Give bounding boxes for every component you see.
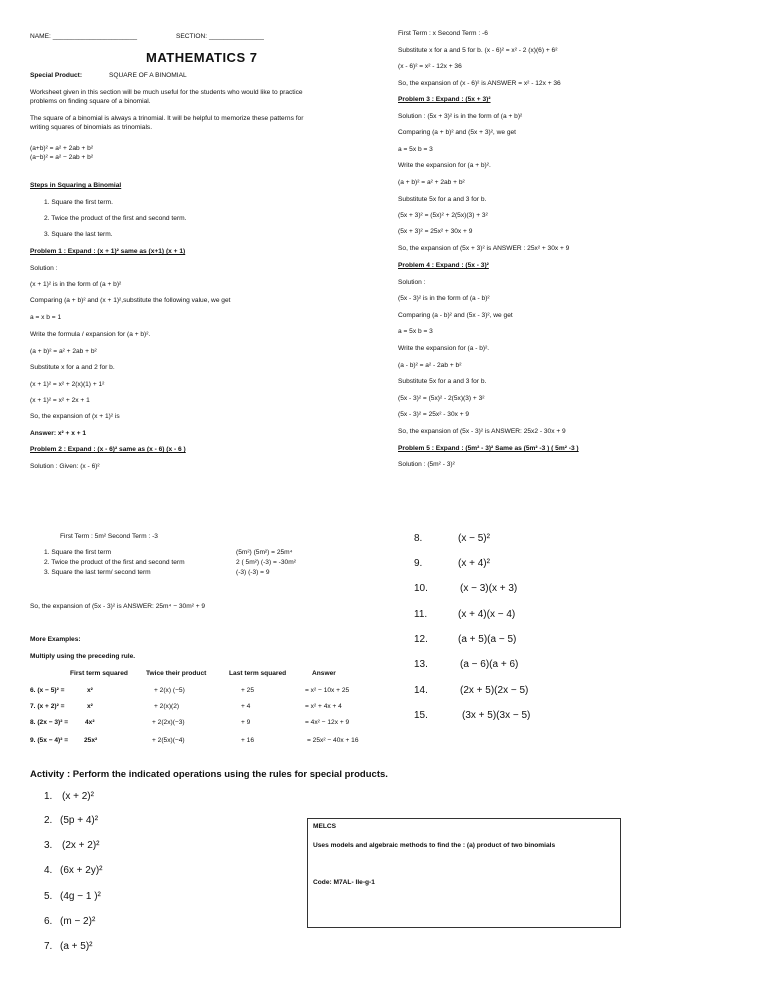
table-cell: 8. (2x − 3)² = bbox=[30, 719, 69, 726]
table-cell: 7. (x + 2)² = bbox=[30, 703, 65, 710]
problem-4-line: Solution : bbox=[398, 279, 426, 286]
activity-expression: (4g − 1 )² bbox=[60, 891, 101, 902]
problem-4-line: a = 5x b = 3 bbox=[398, 328, 433, 335]
special-label: Special Product: bbox=[30, 72, 83, 79]
exercise-expression: (x − 5)² bbox=[458, 533, 490, 544]
lower-step: 3. Square the last term/ second term bbox=[44, 569, 151, 576]
melcs-box bbox=[307, 818, 621, 928]
table-cell: + 4 bbox=[241, 703, 251, 710]
activity-number: 6. bbox=[44, 916, 53, 927]
problem-4-line: (5x - 3)² = 25x² - 30x + 9 bbox=[398, 411, 470, 418]
problem-1-line: Substitute x for a and 2 for b. bbox=[30, 364, 115, 371]
table-header: Last term squared bbox=[229, 670, 287, 677]
problem-1-line: Solution : bbox=[30, 265, 58, 272]
activity-expression: (2x + 2)² bbox=[62, 840, 100, 851]
table-header: Answer bbox=[312, 670, 336, 677]
exercise-number: 10. bbox=[414, 583, 428, 594]
table-cell: x² bbox=[87, 703, 93, 710]
section-line: SECTION: _______________ bbox=[176, 33, 264, 40]
lower-step-value: (5m²) (5m²) = 25m⁴ bbox=[236, 549, 293, 556]
lower-step-value: 2 ( 5m²) (-3) = -30m² bbox=[236, 559, 296, 566]
table-cell: 4x² bbox=[85, 719, 95, 726]
problem-1-line: (x + 1)² is in the form of (a + b)² bbox=[30, 281, 122, 288]
melcs-title: MELCS bbox=[313, 823, 337, 830]
exercise-expression: (x + 4)(x − 4) bbox=[458, 609, 516, 620]
table-cell: + 2(5x)(−4) bbox=[152, 737, 185, 744]
table-header: First term squared bbox=[70, 670, 128, 677]
exercise-expression: (2x + 5)(2x − 5) bbox=[460, 685, 529, 696]
exercise-number: 15. bbox=[414, 710, 428, 721]
activity-number: 5. bbox=[44, 891, 53, 902]
problem-1-line: So, the expansion of (x + 1)² is bbox=[30, 413, 120, 420]
problem-4-line: Comparing (a - b)² and (5x - 3)², we get bbox=[398, 312, 513, 319]
exercise-expression: (a − 6)(a + 6) bbox=[460, 659, 519, 670]
name-line: NAME: _______________________ bbox=[30, 33, 138, 40]
activity-expression: (5p + 4)² bbox=[60, 815, 99, 826]
activity-number: 2. bbox=[44, 815, 53, 826]
table-cell: + 9 bbox=[241, 719, 251, 726]
problem-5-solution: Solution : (5m² - 3)² bbox=[398, 461, 455, 468]
lower-terms-line: First Term : 5m² Second Term : -3 bbox=[60, 533, 158, 540]
problem-2-heading: Problem 2 : Expand : (x - 6)² same as (x - 6) (x - 6 ) bbox=[30, 446, 186, 453]
step-item: 2. Twice the product of the first and second term. bbox=[44, 215, 187, 222]
table-cell: = 4x² − 12x + 9 bbox=[305, 719, 350, 726]
table-cell: + 16 bbox=[241, 737, 255, 744]
right-line: So, the expansion of (x - 6)² is ANSWER = x² - 12x + 36 bbox=[398, 80, 561, 87]
activity-number: 3. bbox=[44, 840, 53, 851]
activity-number: 1. bbox=[44, 791, 53, 802]
formula-sum-square: (a+b)² = a² + 2ab + b² bbox=[30, 145, 94, 152]
special-value: SQUARE OF A BINOMIAL bbox=[109, 72, 187, 79]
problem-1-line: (a + b)² = a² + 2ab + b² bbox=[30, 348, 97, 355]
lower-answer: So, the expansion of (5x - 3)² is ANSWER: 25m⁴ − 30m² + 9 bbox=[30, 603, 206, 610]
table-cell: 6. (x − 5)² = bbox=[30, 687, 65, 694]
problem-1-heading: Problem 1 : Expand : (x + 1)² same as (x+1) (x + 1) bbox=[30, 248, 186, 255]
problem-1-answer: Answer: x² + x + 1 bbox=[30, 430, 87, 437]
multiply-instruction: Multiply using the preceding rule. bbox=[30, 653, 136, 660]
problem-1-line: Write the formula / expansion for (a + b)². bbox=[30, 331, 151, 338]
table-cell: + 2(x)(2) bbox=[154, 703, 180, 710]
exercise-number: 12. bbox=[414, 634, 428, 645]
right-line: (x - 6)² = x² - 12x + 36 bbox=[398, 63, 462, 70]
activity-heading: Activity : Perform the indicated operations using the rules for special products. bbox=[30, 769, 388, 780]
problem-3-line: Comparing (a + b)² and (5x + 3)², we get bbox=[398, 129, 517, 136]
problem-3-line: a = 5x b = 3 bbox=[398, 146, 433, 153]
step-item: 1. Square the first term. bbox=[44, 199, 113, 206]
melcs-text: Uses models and algebraic methods to find the : (a) product of two binomials bbox=[313, 842, 556, 849]
exercise-number: 9. bbox=[414, 558, 423, 569]
table-cell: 25x² bbox=[84, 737, 98, 744]
activity-number: 4. bbox=[44, 865, 53, 876]
exercise-expression: (x − 3)(x + 3) bbox=[460, 583, 518, 594]
problem-3-line: (5x + 3)² = (5x)² + 2(5x)(3) + 3² bbox=[398, 212, 488, 219]
step-item: 3. Square the last term. bbox=[44, 231, 113, 238]
problem-3-heading: Problem 3 : Expand : (5x + 3)² bbox=[398, 96, 491, 103]
activity-expression: (a + 5)² bbox=[60, 941, 93, 952]
problem-1-line: a = x b = 1 bbox=[30, 314, 62, 321]
table-cell: = x² − 10x + 25 bbox=[305, 687, 350, 694]
problem-4-answer: So, the expansion of (5x - 3)² is ANSWER: 25x2 - 30x + 9 bbox=[398, 428, 566, 435]
intro-paragraph-2: The square of a binomial is always a trinomial. It will be helpful to memorize these patterns for bbox=[30, 115, 304, 122]
problem-4-line: Write the expansion for (a - b)². bbox=[398, 345, 490, 352]
table-cell: + 2(2x)(−3) bbox=[152, 719, 185, 726]
problem-4-line: (a - b)² = a² - 2ab + b² bbox=[398, 362, 462, 369]
exercise-expression: (3x + 5)(3x − 5) bbox=[462, 710, 531, 721]
terms-line: First Term : x Second Term : -6 bbox=[398, 30, 488, 37]
intro-paragraph-1: Worksheet given in this section will be much useful for the students who would like to practice bbox=[30, 89, 303, 96]
exercise-expression: (x + 4)² bbox=[458, 558, 490, 569]
problem-5-heading: Problem 5 : Expand : (5m² - 3)² Same as (5m² -3 ) ( 5m² -3 ) bbox=[398, 445, 579, 452]
intro-paragraph-2b: writing squares of binomials as trinomials. bbox=[30, 124, 153, 131]
formula-diff-square: (a−b)² = a² − 2ab + b² bbox=[30, 154, 94, 161]
problem-1-line: (x + 1)² = x² + 2x + 1 bbox=[30, 397, 90, 404]
exercise-number: 8. bbox=[414, 533, 423, 544]
exercise-number: 11. bbox=[414, 609, 428, 620]
problem-4-line: Substitute 5x for a and 3 for b. bbox=[398, 378, 487, 385]
problem-3-line: (5x + 3)² = 25x² + 30x + 9 bbox=[398, 228, 473, 235]
table-header: Twice their product bbox=[146, 670, 207, 677]
activity-expression: (6x + 2y)² bbox=[60, 865, 103, 876]
table-cell: 9. (5x − 4)² = bbox=[30, 737, 69, 744]
table-cell: + 25 bbox=[241, 687, 255, 694]
problem-2-solution: Solution : Given: (x - 6)² bbox=[30, 463, 100, 470]
lower-step: 1. Square the first term bbox=[44, 549, 112, 556]
problem-3-line: (a + b)² = a² + 2ab + b² bbox=[398, 179, 465, 186]
problem-3-line: Substitute 5x for a and 3 for b. bbox=[398, 196, 487, 203]
exercise-expression: (a + 5)(a − 5) bbox=[458, 634, 517, 645]
problem-3-line: Write the expansion for (a + b)². bbox=[398, 162, 491, 169]
table-cell: + 2(x) (−5) bbox=[154, 687, 185, 694]
intro-paragraph-1b: problems on finding square of a binomial. bbox=[30, 98, 151, 105]
lower-step: 2. Twice the product of the first and second term bbox=[44, 559, 185, 566]
problem-1-line: (x + 1)² = x² + 2(x)(1) + 1² bbox=[30, 381, 105, 388]
problem-4-line: (5x - 3)² = (5x)² - 2(5x)(3) + 3² bbox=[398, 395, 485, 402]
right-line: Substitute x for a and 5 for b. (x - 6)² = x² - 2 (x)(6) + 6² bbox=[398, 47, 558, 54]
steps-heading: Steps in Squaring a Binomial bbox=[30, 182, 122, 189]
problem-3-answer: So, the expansion of (5x + 3)² is ANSWER : 25x² + 30x + 9 bbox=[398, 245, 570, 252]
problem-1-line: Comparing (a + b)² and (x + 1)²,substitute the following value, we get bbox=[30, 297, 231, 304]
problem-4-line: (5x - 3)² is in the form of (a - b)² bbox=[398, 295, 490, 302]
lower-step-value: (-3) (-3) = 9 bbox=[236, 569, 270, 576]
page-title: MATHEMATICS 7 bbox=[146, 50, 258, 65]
exercise-number: 13. bbox=[414, 659, 428, 670]
activity-expression: (m − 2)² bbox=[60, 916, 96, 927]
more-examples-heading: More Examples: bbox=[30, 636, 81, 643]
exercise-number: 14. bbox=[414, 685, 428, 696]
problem-3-line: Solution : (5x + 3)² is in the form of (a + b)² bbox=[398, 113, 523, 120]
activity-expression: (x + 2)² bbox=[62, 791, 94, 802]
problem-4-heading: Problem 4 : Expand : (5x - 3)² bbox=[398, 262, 489, 269]
table-cell: = 25x² − 40x + 16 bbox=[307, 737, 359, 744]
activity-number: 7. bbox=[44, 941, 53, 952]
table-cell: = x² + 4x + 4 bbox=[305, 703, 342, 710]
melcs-code: Code: M7AL- IIe-g-1 bbox=[313, 879, 375, 886]
table-cell: x² bbox=[87, 687, 93, 694]
